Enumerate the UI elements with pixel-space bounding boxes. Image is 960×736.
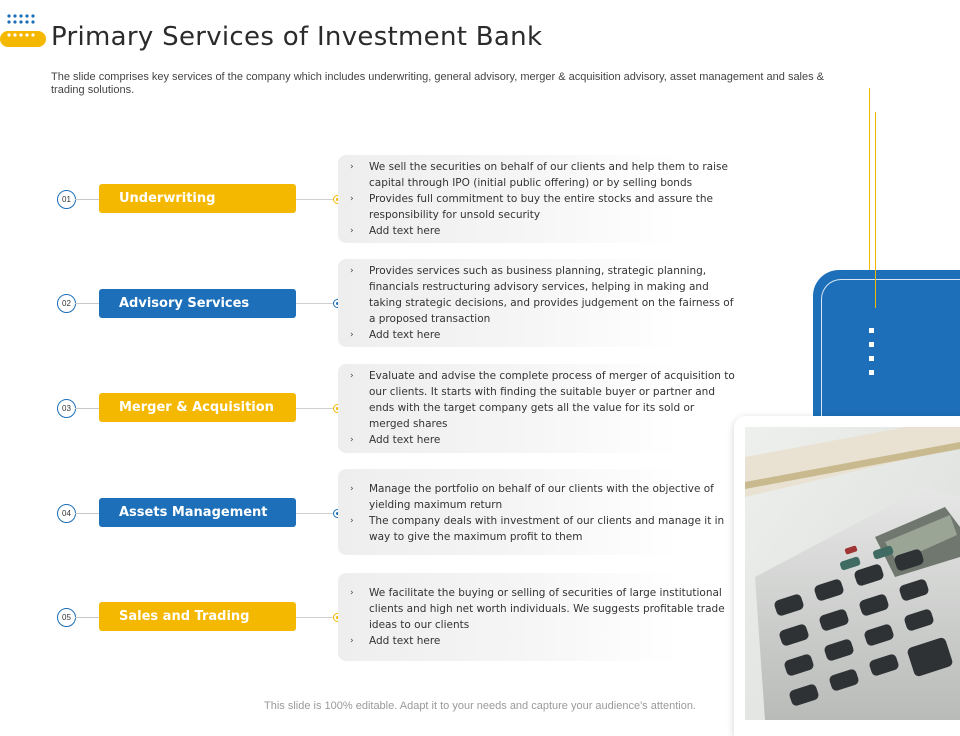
bullet-item: › We sell the securities on behalf of our clients and help them to raise capital through IPO (initial public offering) or by selling bonds (350, 161, 728, 189)
vertical-dots-decoration (869, 328, 879, 384)
chevron-right-icon: › (350, 516, 354, 526)
bullet-item: › Add text here (350, 329, 441, 341)
connector-line (296, 617, 337, 618)
service-description-card (338, 364, 738, 453)
chevron-right-icon: › (350, 226, 354, 236)
bullet-item: › Manage the portfolio on behalf of our clients with the objective of yielding maximum return (350, 483, 714, 511)
chevron-right-icon: › (350, 371, 354, 381)
page-title: Primary Services of Investment Bank (51, 22, 543, 52)
service-advisory: Advisory Services (99, 289, 296, 318)
connector-line (75, 199, 99, 200)
bullet-item: › Add text here (350, 225, 441, 237)
decorative-line (869, 88, 870, 293)
connector-line (296, 513, 337, 514)
brand-logo (0, 12, 46, 52)
bullet-item: › Evaluate and advise the complete process of merger of acquisition to our clients. It starts with finding the suitable buyer or partner and ends with the target company gets all the value for its sold or merged shares (350, 370, 735, 430)
step-number-03: 03 (57, 399, 76, 418)
bullet-item: › We facilitate the buying or selling of securities of large institutional clients and high net worth individuals. We suggests profitable trade ideas to our clients (350, 587, 725, 631)
connector-line (296, 408, 337, 409)
bullet-item: › Provides services such as business planning, strategic planning, financials restructuring advisory services, helping in making and taking strategic decisions, and provides judgement on the fairness of a proposed transaction (350, 265, 734, 325)
chevron-right-icon: › (350, 330, 354, 340)
page-subtitle (51, 71, 906, 97)
service-assets-management: Assets Management (99, 498, 296, 527)
service-description-card (338, 573, 738, 661)
service-description-card (338, 259, 738, 347)
subtitle-line: trading solutions. (51, 84, 135, 96)
bullet-item: › Add text here (350, 434, 441, 446)
step-number-04: 04 (57, 504, 76, 523)
connector-line (75, 513, 99, 514)
decorative-line (875, 112, 876, 308)
chevron-right-icon: › (350, 435, 354, 445)
service-sales-trading: Sales and Trading (99, 602, 296, 631)
connector-line (296, 303, 337, 304)
chevron-right-icon: › (350, 194, 354, 204)
connector-line (296, 199, 337, 200)
calculator-photo (745, 427, 960, 720)
chevron-right-icon: › (350, 484, 354, 494)
chevron-right-icon: › (350, 266, 354, 276)
bullet-item: › Add text here (350, 635, 441, 647)
service-description-card (338, 469, 738, 555)
chevron-right-icon: › (350, 636, 354, 646)
chevron-right-icon: › (350, 588, 354, 598)
step-number-01: 01 (57, 190, 76, 209)
connector-line (75, 408, 99, 409)
footer-note: This slide is 100% editable. Adapt it to your needs and capture your audience's attention. (264, 700, 696, 712)
bullet-item: › Provides full commitment to buy the entire stocks and assure the responsibility for unsold security (350, 193, 713, 221)
connector-line (75, 617, 99, 618)
chevron-right-icon: › (350, 162, 354, 172)
service-description-card (338, 155, 738, 243)
subtitle-line: The slide comprises key services of the company which includes underwriting, general advisory, merger & acquisition advisory, asset management and sales & (51, 71, 825, 83)
step-number-05: 05 (57, 608, 76, 627)
connector-line (75, 303, 99, 304)
service-underwriting: Underwriting (99, 184, 296, 213)
service-merger-acquisition: Merger & Acquisition (99, 393, 296, 422)
step-number-02: 02 (57, 294, 76, 313)
bullet-item: › The company deals with investment of our clients and manage it in way to give the maximum profit to them (350, 515, 725, 543)
